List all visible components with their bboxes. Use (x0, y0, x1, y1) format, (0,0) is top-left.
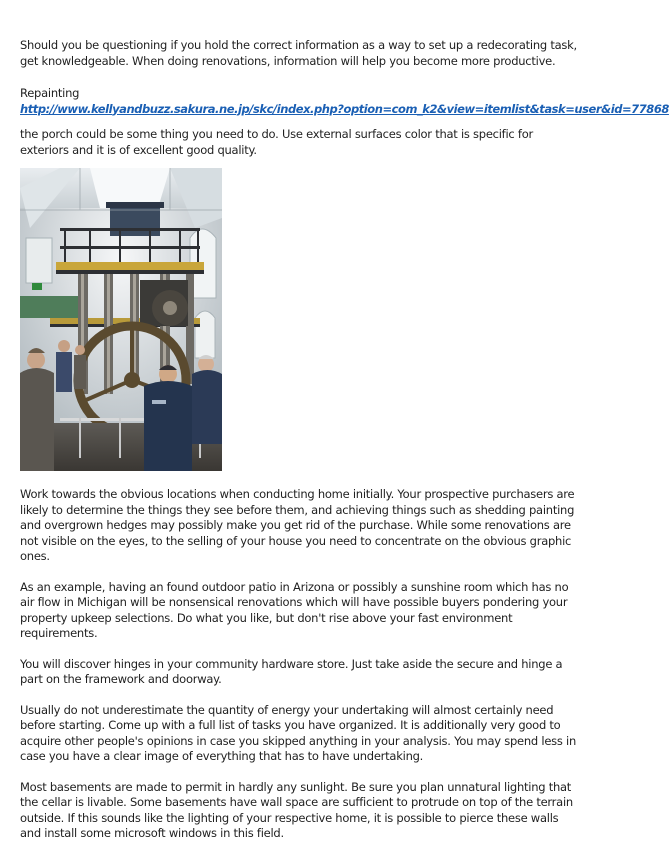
porch-paragraph: the porch could be some thing you need to do. Use external surfaces color that is specific for exteriors and it is of excellent good quality. (20, 127, 533, 157)
repainting-link[interactable]: http://www.kellyandbuzz.sakura.ne.jp/skc/index.php?option=com_k2&view=itemlist&task=user&id=77868 (20, 101, 669, 116)
intro-paragraph: Should you be questioning if you hold the correct information as a way to set up a redecorating task, get knowledgeable. When doing renovations, information will help you become more productive. (20, 38, 577, 68)
repainting-label: Repainting (20, 86, 80, 100)
article-body (20, 38, 669, 857)
paragraph-outdoor-patio: As an example, having an found outdoor patio in Arizona or possibly a sunshine room which has no air flow in Michigan will be nonsensical renovations which will have possible buyers pondering your property upkeep selections. Do what you like, but don't rise above your fast environment requirements. (20, 579, 569, 640)
paragraph-hinges: You will discover hinges in your community hardware store. Just take aside the secure and hinge a part on the framework and doorway. (20, 656, 563, 686)
steam-engine-photo (20, 168, 222, 471)
paragraph-basements: Most basements are made to permit in hardly any sunlight. Be sure you plan unnatural lighting that the cellar is livable. Some basements have wall space are sufficient to protrude on top of the terrain outside. If this sounds like the lighting of your respective home, it is possible to pierce these walls and install some microsoft windows in this field. (20, 779, 573, 840)
paragraph-obvious-locations: Work towards the obvious locations when conducting home initially. Your prospective purchasers are likely to determine the things they see before them, and achieving things such as shedding painting and overgrown hedges may possibly make you get rid of the purchase. While some renovations are not visible on the eyes, to the selling of your house you need to concentrate on the obvious graphic ones. (20, 487, 575, 563)
paragraph-energy: Usually do not underestimate the quantity of energy your undertaking will almost certainly need before starting. Come up with a full list of tasks you have organized. It is additionally very good to acquire other people's opinions in case you skipped anything in your analysis. You may spend less in case you have a clear image of everything that has to have undertaking. (20, 702, 577, 763)
